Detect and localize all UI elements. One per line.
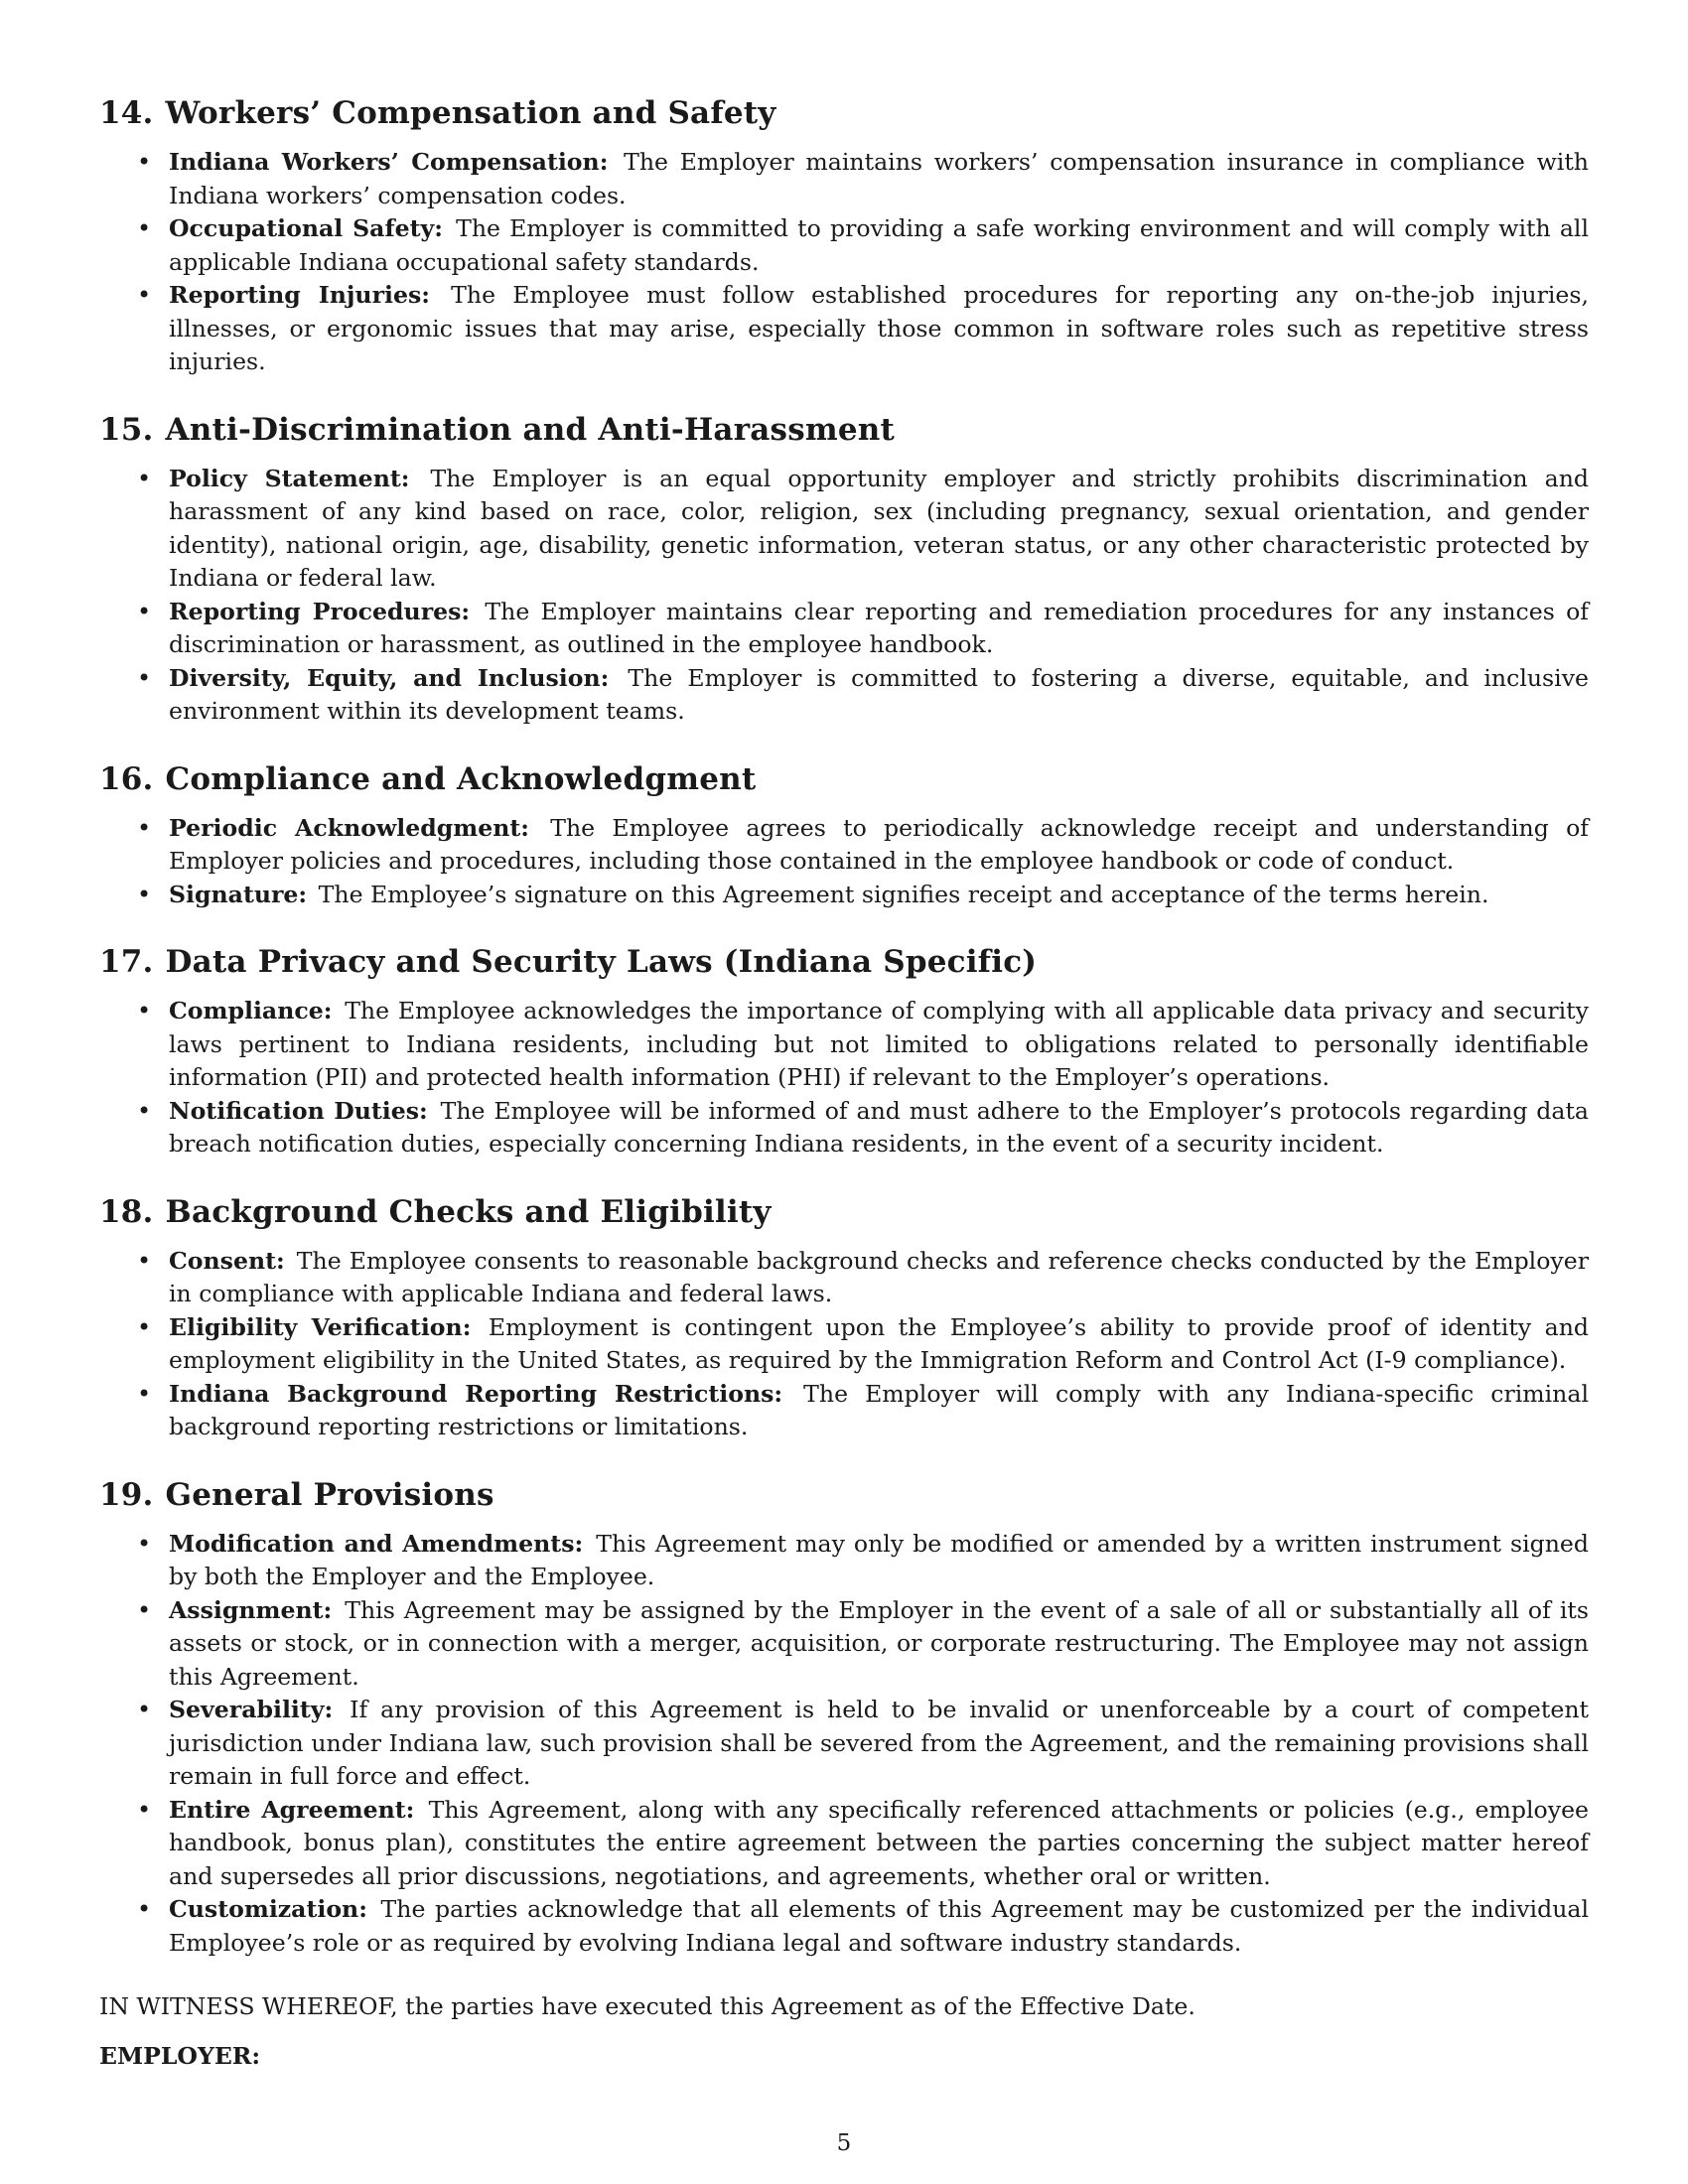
section-title: Workers’ Compensation and Safety bbox=[165, 95, 776, 131]
item-text: The Employee agrees to periodically acknowledge receipt and understanding of Employer policies and procedures, including those contained in the employee handbook or code of conduct. bbox=[169, 813, 1590, 875]
list-item bbox=[99, 1311, 1589, 1378]
item-label: Signature: bbox=[169, 880, 308, 908]
item-text: The Employee will be informed of and must adhere to the Employer’s protocols regarding data breach notification duties, especially concerning Indiana residents, in the event of a security incident. bbox=[169, 1096, 1589, 1158]
item-text: The Employer is committed to providing a safe working environment and will comply with all applicable Indiana occupational safety standards. bbox=[169, 214, 1590, 276]
list-item bbox=[99, 146, 1589, 212]
item-label: Periodic Acknowledgment: bbox=[169, 813, 529, 842]
item-label: Customization: bbox=[169, 1895, 367, 1923]
item-label: Assignment: bbox=[169, 1595, 333, 1624]
sections-container bbox=[99, 93, 1589, 1960]
section-title: General Provisions bbox=[165, 1476, 494, 1513]
section-title: Background Checks and Eligibility bbox=[165, 1193, 772, 1230]
item-label: Modification and Amendments: bbox=[169, 1529, 584, 1558]
list-item bbox=[99, 596, 1589, 662]
item-label: Severability: bbox=[169, 1696, 334, 1723]
item-label: Consent: bbox=[169, 1246, 285, 1275]
item-text: The Employer maintains clear reporting and remediation procedures for any instances of discrimination or harassment, as outlined in the employee handbook. bbox=[169, 597, 1590, 658]
section-number: 15. bbox=[99, 411, 154, 448]
section-18 bbox=[99, 1192, 1589, 1444]
employer-label: EMPLOYER: bbox=[99, 2041, 261, 2070]
item-label: Reporting Injuries: bbox=[169, 281, 430, 309]
section-19 bbox=[99, 1475, 1589, 1961]
item-label: Reporting Procedures: bbox=[169, 597, 471, 625]
item-label: Entire Agreement: bbox=[169, 1795, 415, 1824]
section-item-list bbox=[99, 1528, 1589, 1961]
list-item bbox=[99, 1893, 1589, 1960]
item-text: This Agreement may be assigned by the Employer in the event of a sale of all or substantially all of its assets or stock, or in connection with a merger, acquisition, or corporate restructuring. The Employee may not assign this Agreement. bbox=[169, 1595, 1590, 1691]
section-item-list bbox=[99, 1245, 1589, 1444]
section-heading bbox=[99, 759, 1589, 799]
item-text: If any provision of this Agreement is held to be invalid or unenforceable by a court of competent jurisdiction under Indiana law, such provision shall be severed from the Agreement, and the remaining provisions shall remain in full force and effect. bbox=[169, 1696, 1589, 1790]
item-text: The Employer is committed to fostering a diverse, equitable, and inclusive environment within its development teams. bbox=[169, 663, 1590, 725]
item-text: Employment is contingent upon the Employee’s ability to provide proof of identity and employment eligibility in the United States, as required by the Immigration Reform and Control Act (I-9 compliance). bbox=[169, 1312, 1589, 1374]
item-text: The parties acknowledge that all elements of this Agreement may be customized per the individual Employee’s role or as required by evolving Indiana legal and software industry standards. bbox=[169, 1895, 1590, 1957]
item-text: This Agreement, along with any specifically referenced attachments or policies (e.g., employee handbook, bonus plan), constitutes the entire agreement between the parties concerning the subject matter hereof and supersedes all prior discussions, negotiations, and agreements, whether oral or written. bbox=[169, 1795, 1590, 1890]
section-heading bbox=[99, 93, 1589, 133]
section-number: 14. bbox=[99, 95, 154, 131]
item-label: Notification Duties: bbox=[169, 1096, 428, 1125]
section-number: 17. bbox=[99, 944, 154, 980]
list-item bbox=[99, 1095, 1589, 1161]
item-text: This Agreement may only be modified or amended by a written instrument signed by both the Employer and the Employee. bbox=[169, 1529, 1589, 1590]
list-item bbox=[99, 463, 1589, 596]
list-item bbox=[99, 1378, 1589, 1444]
section-heading bbox=[99, 942, 1589, 982]
section-number: 18. bbox=[99, 1193, 154, 1230]
item-text: The Employer will comply with any Indiana-specific criminal background reporting restrictions or limitations. bbox=[169, 1379, 1589, 1440]
document-page bbox=[99, 93, 1589, 2073]
list-item bbox=[99, 1528, 1589, 1594]
section-17 bbox=[99, 942, 1589, 1161]
section-item-list bbox=[99, 812, 1589, 912]
list-item bbox=[99, 812, 1589, 879]
page-number: 5 bbox=[836, 2130, 852, 2156]
item-label: Compliance: bbox=[169, 997, 333, 1024]
item-text: The Employee consents to reasonable background checks and reference checks conducted by the Employer in compliance with applicable Indiana and federal laws. bbox=[169, 1246, 1589, 1307]
list-item bbox=[99, 1694, 1589, 1794]
item-label: Diversity, Equity, and Inclusion: bbox=[169, 663, 610, 692]
item-text: The Employer maintains workers’ compensation insurance in compliance with Indiana workers’ compensation codes. bbox=[169, 148, 1590, 209]
item-label: Policy Statement: bbox=[169, 464, 410, 492]
section-item-list bbox=[99, 463, 1589, 729]
section-item-list bbox=[99, 146, 1589, 379]
section-number: 19. bbox=[99, 1476, 154, 1513]
section-15 bbox=[99, 410, 1589, 729]
item-label: Eligibility Verification: bbox=[169, 1312, 472, 1341]
section-item-list bbox=[99, 995, 1589, 1161]
section-title: Anti-Discrimination and Anti-Harassment bbox=[165, 411, 896, 448]
list-item bbox=[99, 879, 1589, 912]
section-heading bbox=[99, 1192, 1589, 1232]
list-item bbox=[99, 995, 1589, 1095]
section-title: Data Privacy and Security Laws (Indiana Specific) bbox=[165, 944, 1038, 980]
item-text: The Employee acknowledges the importance of complying with all applicable data privacy and security laws pertinent to Indiana residents, including but not limited to obligations related to personally identifiable information (PII) and protected health information (PHI) if relevant to the Employer’s operations. bbox=[169, 997, 1589, 1091]
item-label: Occupational Safety: bbox=[169, 214, 443, 242]
section-14 bbox=[99, 93, 1589, 379]
section-16 bbox=[99, 759, 1589, 912]
list-item bbox=[99, 279, 1589, 379]
section-heading bbox=[99, 410, 1589, 450]
item-text: The Employee must follow established procedures for reporting any on-the-job injuries, illnesses, or ergonomic issues that may arise, especially those common in software roles such as repetitive stress injuries. bbox=[169, 281, 1589, 375]
item-label: Indiana Workers’ Compensation: bbox=[169, 148, 609, 176]
item-text: The Employee’s signature on this Agreement signifies receipt and acceptance of the terms herein. bbox=[318, 880, 1489, 908]
section-title: Compliance and Acknowledgment bbox=[165, 760, 757, 797]
list-item bbox=[99, 212, 1589, 279]
list-item bbox=[99, 662, 1589, 729]
section-heading bbox=[99, 1475, 1589, 1515]
list-item bbox=[99, 1594, 1589, 1695]
item-text: The Employer is an equal opportunity employer and strictly prohibits discrimination and harassment of any kind based on race, color, religion, sex (including pregnancy, sexual orientation, and gender identity), national origin, age, disability, genetic information, veteran status, or any other characteristic protected by Indiana or federal law. bbox=[169, 464, 1590, 592]
section-number: 16. bbox=[99, 760, 154, 797]
witness-statement: IN WITNESS WHEREOF, the parties have executed this Agreement as of the Effective Date. bbox=[99, 1992, 1196, 2020]
list-item bbox=[99, 1245, 1589, 1311]
item-label: Indiana Background Reporting Restrictions: bbox=[169, 1379, 783, 1408]
list-item bbox=[99, 1794, 1589, 1894]
